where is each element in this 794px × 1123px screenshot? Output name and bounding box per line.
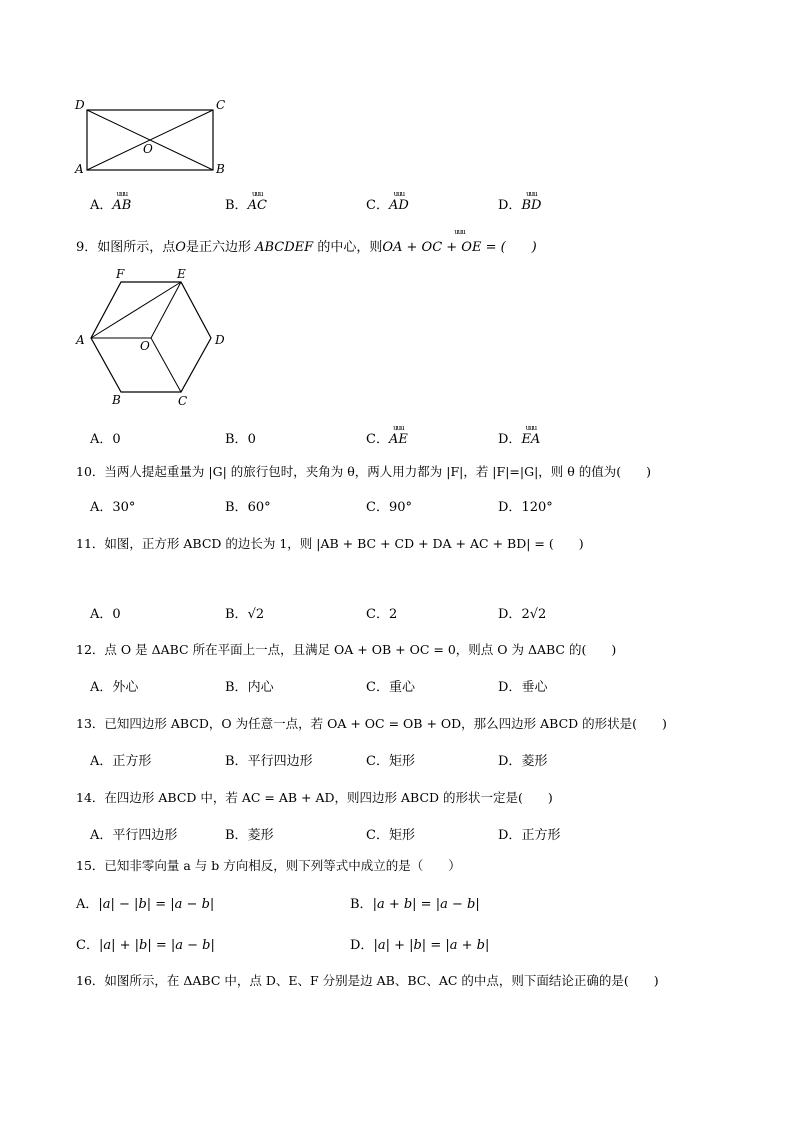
q9-option-d[interactable]: D．uuu EA bbox=[498, 428, 540, 447]
q9-option-a[interactable]: A．0 bbox=[90, 432, 121, 447]
question-14: 14．在四边形 ABCD 中，若 AC = AB + AD，则四边形 ABCD 的形状一定是( ) bbox=[76, 790, 553, 805]
q12-option-d[interactable]: D．垂心 bbox=[498, 680, 548, 695]
q13-option-c[interactable]: C．矩形 bbox=[366, 754, 415, 769]
question-16: 16．如图所示，在 ΔABC 中，点 D、E、F 分别是边 AB、BC、AC 的中点，则下面结论正确的是( ) bbox=[76, 973, 659, 988]
q8-option-b[interactable]: B．uuu AC bbox=[225, 194, 267, 213]
hex-label-e: E bbox=[177, 267, 186, 281]
question-11: 11．如图，正方形 ABCD 的边长为 1，则 |AB + BC + CD + DA + AC + BD| = ( ) bbox=[76, 536, 584, 551]
q8-option-a[interactable]: A．uuu AB bbox=[90, 194, 131, 213]
q10-option-d[interactable]: D．120° bbox=[498, 500, 553, 515]
q8-option-c[interactable]: C．uuu AD bbox=[366, 194, 409, 213]
question-12: 12．点 O 是 ΔABC 所在平面上一点，且满足 OA + OB + OC = 0，则点 O 为 ΔABC 的( ) bbox=[76, 642, 617, 657]
question-15: 15．已知非零向量 a 与 b 方向相反，则下列等式中成立的是（ ） bbox=[76, 858, 461, 873]
q13-option-b[interactable]: B．平行四边形 bbox=[225, 754, 313, 769]
q15-option-b[interactable]: B．|a + b| = |a − b| bbox=[350, 897, 480, 912]
q14-option-d[interactable]: D．正方形 bbox=[498, 828, 561, 843]
hex-label-a: A bbox=[76, 333, 85, 347]
q11-option-d[interactable]: D．2√2 bbox=[498, 607, 547, 622]
q10-option-c[interactable]: C．90° bbox=[366, 500, 412, 515]
q15-option-a[interactable]: A．|a| − |b| = |a − b| bbox=[76, 897, 215, 912]
hex-label-d: D bbox=[215, 333, 225, 347]
q10-option-a[interactable]: A．30° bbox=[90, 500, 136, 515]
label-o: O bbox=[143, 142, 153, 156]
hex-label-f: F bbox=[116, 267, 125, 281]
q12-option-c[interactable]: C．重心 bbox=[366, 680, 415, 695]
q9-option-c[interactable]: C．uuu AE bbox=[366, 428, 408, 447]
question-13: 13．已知四边形 ABCD，O 为任意一点，若 OA + OC = OB + OD，那么四边形 ABCD 的形状是( ) bbox=[76, 716, 667, 731]
q10-option-b[interactable]: B．60° bbox=[225, 500, 271, 515]
question-10: 10．当两人提起重量为 |G| 的旅行包时，夹角为 θ，两人用力都为 |F|，若 |F|=|G|，则 θ 的值为( ) bbox=[76, 464, 652, 479]
q9-expression: uuu OA + OC + OE = ( ) bbox=[382, 236, 536, 255]
q14-option-c[interactable]: C．矩形 bbox=[366, 828, 415, 843]
q9-option-b[interactable]: B．0 bbox=[225, 432, 256, 447]
rectangle-figure bbox=[70, 95, 240, 185]
q14-option-b[interactable]: B．菱形 bbox=[225, 828, 274, 843]
q12-option-b[interactable]: B．内心 bbox=[225, 680, 274, 695]
hex-label-c: C bbox=[178, 394, 188, 408]
q13-option-a[interactable]: A．正方形 bbox=[90, 754, 152, 769]
q11-option-a[interactable]: A．0 bbox=[90, 607, 121, 622]
label-b: B bbox=[216, 162, 225, 176]
question-9: 9．如图所示，点O是正六边形 ABCDEF 的中心，则uuu OA + OC + OE = ( ) bbox=[76, 236, 537, 255]
q11-option-c[interactable]: C．2 bbox=[366, 607, 398, 622]
hexagon-figure bbox=[70, 262, 240, 412]
label-d: D bbox=[75, 98, 85, 112]
label-c: C bbox=[216, 98, 226, 112]
label-a: A bbox=[75, 162, 84, 176]
q11-option-b[interactable]: B．√2 bbox=[225, 607, 265, 622]
hex-label-o: O bbox=[140, 339, 150, 353]
q15-option-d[interactable]: D．|a| + |b| = |a + b| bbox=[350, 938, 490, 953]
q14-option-a[interactable]: A．平行四边形 bbox=[90, 828, 178, 843]
q15-option-c[interactable]: C．|a| + |b| = |a − b| bbox=[76, 938, 215, 953]
q13-option-d[interactable]: D．菱形 bbox=[498, 754, 548, 769]
hex-label-b: B bbox=[112, 393, 121, 407]
q12-option-a[interactable]: A．外心 bbox=[90, 680, 139, 695]
q8-option-d[interactable]: D．uuu BD bbox=[498, 194, 541, 213]
